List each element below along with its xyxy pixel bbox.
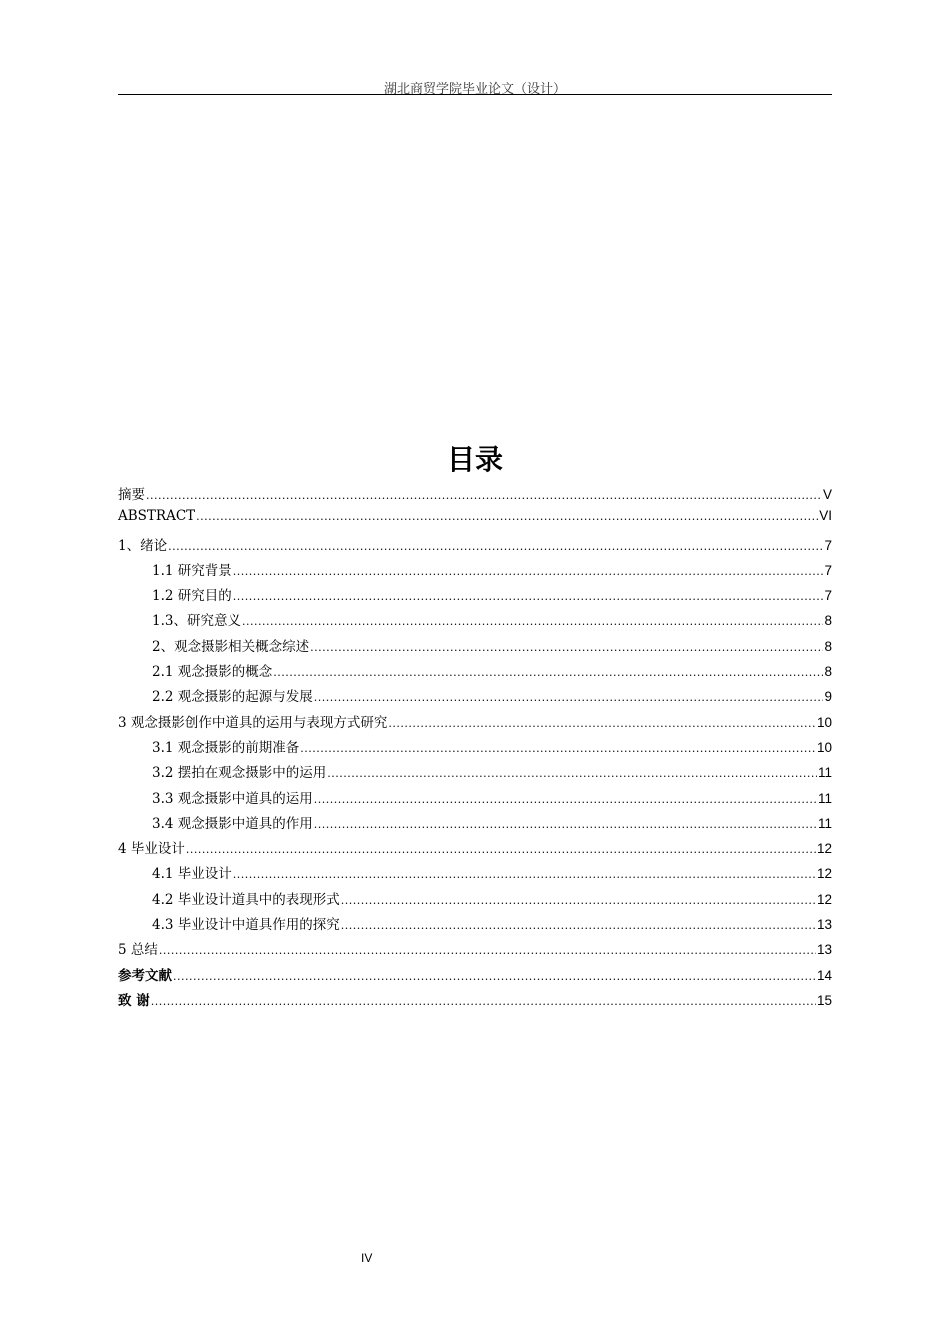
toc-entry-page: 11 <box>817 790 832 806</box>
toc-entry[interactable] <box>118 862 832 887</box>
toc-entry-page: 13 <box>816 917 832 933</box>
toc-entry-label: 5 总结 <box>118 942 158 959</box>
toc-entry-page: 10 <box>816 739 832 755</box>
toc-dot-leader <box>310 641 823 654</box>
toc-entry-page: 7 <box>824 562 832 578</box>
toc-dot-leader <box>341 894 816 907</box>
toc-entry-label: 1.2 研究目的 <box>152 588 232 605</box>
toc-entry[interactable] <box>118 483 832 508</box>
toc-dot-leader <box>314 793 817 806</box>
toc-entry-page: 12 <box>816 891 832 907</box>
toc-entry[interactable] <box>118 508 832 533</box>
toc-dot-leader <box>233 565 824 578</box>
toc-entry-page: 7 <box>824 588 832 604</box>
toc-dot-leader <box>159 944 816 957</box>
toc-entry-page: 13 <box>816 942 832 958</box>
toc-entry-label: 摘要 <box>118 487 145 503</box>
toc-entry-page: 15 <box>816 992 832 1008</box>
toc-entry-label: 4.1 毕业设计 <box>152 866 232 883</box>
toc-entry-label: ABSTRACT <box>118 508 196 525</box>
toc-entry-label: 4.2 毕业设计道具中的表现形式 <box>152 891 340 908</box>
toc-entry-label: 3 观念摄影创作中道具的运用与表现方式研究 <box>118 714 388 731</box>
toc-entry-label: 2、观念摄影相关概念综述 <box>152 638 310 655</box>
toc-entry-page: 8 <box>824 664 832 680</box>
toc-dot-leader <box>173 970 816 983</box>
toc-dot-leader <box>151 995 816 1008</box>
running-header: 湖北商贸学院毕业论文（设计） <box>383 82 566 97</box>
toc-dot-leader <box>314 818 817 831</box>
header-rule <box>118 94 832 95</box>
toc-entry[interactable] <box>118 660 832 685</box>
toc-entry-page: 12 <box>816 841 832 857</box>
toc-dot-leader <box>242 615 824 628</box>
table-of-contents <box>118 483 832 1014</box>
toc-entry-label: 2.1 观念摄影的概念 <box>152 664 273 681</box>
toc-dot-leader <box>388 717 816 730</box>
toc-dot-leader <box>186 843 816 856</box>
toc-entry-page: 10 <box>816 714 832 730</box>
toc-entry-page: VI <box>819 508 832 524</box>
toc-entry[interactable] <box>118 888 832 913</box>
page-number: IV <box>361 1251 373 1265</box>
toc-dot-leader <box>196 510 818 523</box>
toc-entry-page: 9 <box>824 689 832 705</box>
toc-entry[interactable] <box>118 635 832 660</box>
toc-entry-label: 3.1 观念摄影的前期准备 <box>152 739 300 756</box>
toc-entry[interactable] <box>118 989 832 1014</box>
toc-entry[interactable] <box>118 559 832 584</box>
toc-dot-leader <box>273 666 823 679</box>
toc-entry-page: 14 <box>816 967 832 983</box>
toc-entry[interactable] <box>118 837 832 862</box>
toc-dot-leader <box>300 742 816 755</box>
toc-entry[interactable] <box>118 787 832 812</box>
toc-entry-label: 参考文献 <box>118 967 172 984</box>
toc-entry-page: 11 <box>817 765 832 781</box>
toc-dot-leader <box>168 540 823 553</box>
toc-entry[interactable] <box>118 584 832 609</box>
toc-entry-label: 4.3 毕业设计中道具作用的探究 <box>152 917 340 934</box>
toc-entry-label: 4 毕业设计 <box>118 841 185 858</box>
toc-entry-page: 7 <box>824 537 832 553</box>
toc-entry-label: 1.1 研究背景 <box>152 562 232 579</box>
toc-entry-label: 3.4 观念摄影中道具的作用 <box>152 815 313 832</box>
toc-entry[interactable] <box>118 711 832 736</box>
toc-entry[interactable] <box>118 609 832 634</box>
toc-entry-label: 1.3、研究意义 <box>152 613 241 630</box>
toc-entry-label: 3.3 观念摄影中道具的运用 <box>152 790 313 807</box>
toc-entry[interactable] <box>118 534 832 559</box>
toc-dot-leader <box>327 767 817 780</box>
toc-entry-page: 11 <box>817 815 832 831</box>
toc-entry-label: 致 谢 <box>118 992 150 1009</box>
toc-entry-label: 1、绪论 <box>118 537 168 554</box>
toc-dot-leader <box>314 691 824 704</box>
toc-entry[interactable] <box>118 913 832 938</box>
toc-title: 目录 <box>446 443 503 476</box>
toc-dot-leader <box>146 489 822 502</box>
toc-entry-page: 12 <box>816 866 832 882</box>
toc-entry[interactable] <box>118 812 832 837</box>
toc-entry-page: 8 <box>824 613 832 629</box>
toc-entry[interactable] <box>118 964 832 989</box>
toc-entry[interactable] <box>118 736 832 761</box>
toc-dot-leader <box>341 919 816 932</box>
toc-entry-label: 2.2 观念摄影的起源与发展 <box>152 689 313 706</box>
toc-entry-page: 8 <box>824 638 832 654</box>
toc-entry[interactable] <box>118 938 832 963</box>
toc-dot-leader <box>233 868 816 881</box>
toc-entry-page: V <box>822 487 832 502</box>
toc-dot-leader <box>233 590 824 603</box>
toc-entry[interactable] <box>118 685 832 710</box>
toc-entry[interactable] <box>118 761 832 786</box>
toc-entry-label: 3.2 摆拍在观念摄影中的运用 <box>152 765 327 782</box>
